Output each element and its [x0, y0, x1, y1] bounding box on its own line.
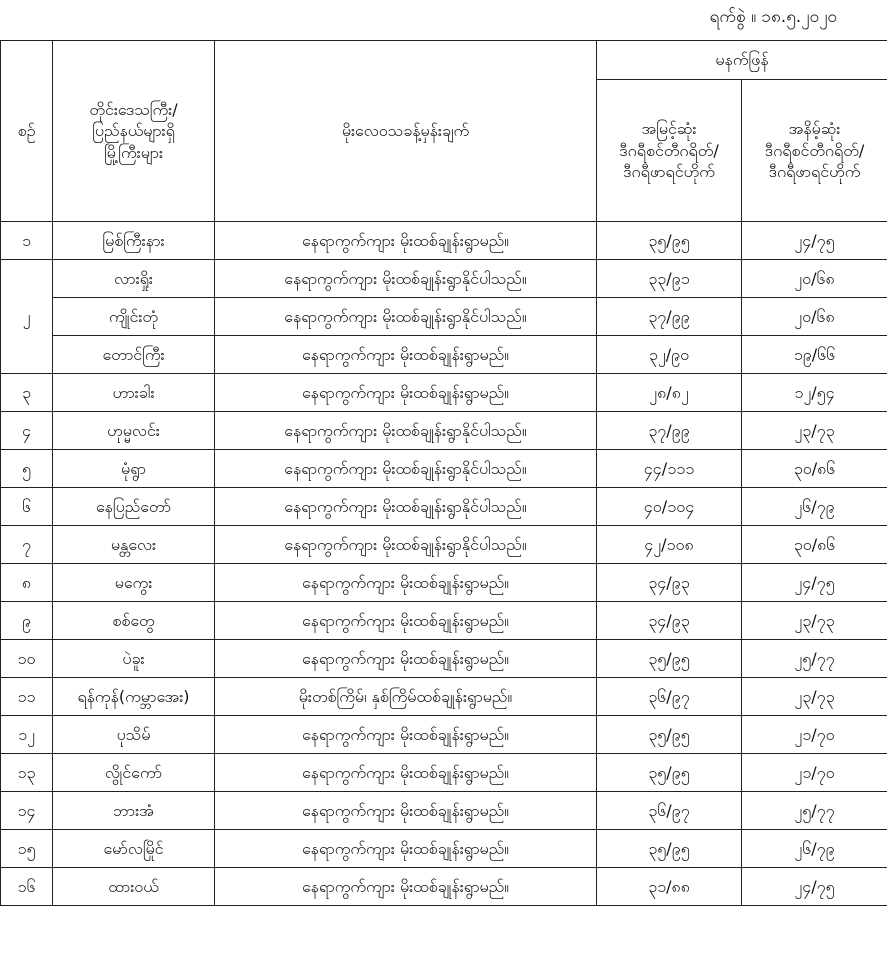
cell-min-temp: ၂၀/၆၈	[742, 298, 887, 336]
report-date: ရက်စွဲ ။ ၁၈.၅.၂၀၂၀	[709, 7, 837, 27]
cell-serial-no: ၁၅	[1, 830, 53, 868]
table-row	[1, 564, 887, 602]
cell-city: ပုသိမ်	[53, 716, 215, 754]
cell-serial-no: ၄	[1, 412, 53, 450]
cell-forecast: နေရာကွက်ကျား မိုးထစ်ချုန်းရွာမည်။	[215, 222, 597, 260]
cell-serial-no: ၁၄	[1, 792, 53, 830]
cell-city: ဟားခါး	[53, 374, 215, 412]
cell-forecast: နေရာကွက်ကျား မိုးထစ်ချုန်းရွာနိုင်ပါသည်။	[215, 298, 597, 336]
cell-city: ဘားအံ	[53, 792, 215, 830]
cell-serial-no: ၃	[1, 374, 53, 412]
cell-max-temp: ၃၂/၉၀	[597, 336, 742, 374]
cell-min-temp: ၂၄/၇၅	[742, 564, 887, 602]
cell-forecast: နေရာကွက်ကျား မိုးထစ်ချုန်းရွာမည်။	[215, 336, 597, 374]
cell-forecast: နေရာကွက်ကျား မိုးထစ်ချုန်းရွာမည်။	[215, 564, 597, 602]
cell-min-temp: ၁၉/၆၆	[742, 336, 887, 374]
cell-city: ထားဝယ်	[53, 868, 215, 906]
header-region-city: တိုင်းဒေသကြီး/ ပြည်နယ်များရှိ မြို့ကြီးများ	[53, 41, 215, 222]
cell-serial-no: ၆	[1, 488, 53, 526]
cell-min-temp: ၂၅/၇၇	[742, 792, 887, 830]
cell-city: မြစ်ကြီးနား	[53, 222, 215, 260]
table-row	[1, 526, 887, 564]
cell-max-temp: ၃၁/၈၈	[597, 868, 742, 906]
header-tomorrow: မနက်ဖြန်	[597, 41, 887, 80]
cell-min-temp: ၂၃/၇၃	[742, 602, 887, 640]
cell-city: တောင်ကြီး	[53, 336, 215, 374]
cell-serial-no: ၅	[1, 450, 53, 488]
table-row	[1, 298, 887, 336]
cell-min-temp: ၃၀/၈၆	[742, 526, 887, 564]
cell-max-temp: ၃၆/၉၇	[597, 678, 742, 716]
table-row	[1, 754, 887, 792]
cell-min-temp: ၁၂/၅၄	[742, 374, 887, 412]
cell-city: ကျိုင်းတုံ	[53, 298, 215, 336]
cell-serial-no: ၁၀	[1, 640, 53, 678]
cell-serial-no: ၁	[1, 222, 53, 260]
cell-min-temp: ၂၀/၆၈	[742, 260, 887, 298]
cell-forecast: နေရာကွက်ကျား မိုးထစ်ချုန်းရွာမည်။	[215, 716, 597, 754]
cell-min-temp: ၂၃/၇၃	[742, 412, 887, 450]
cell-city: ရန်ကုန်(ကမ္ဘာအေး)	[53, 678, 215, 716]
table-row	[1, 792, 887, 830]
cell-forecast: နေရာကွက်ကျား မိုးထစ်ချုန်းရွာနိုင်ပါသည်။	[215, 412, 597, 450]
cell-city: လားရှိုး	[53, 260, 215, 298]
cell-min-temp: ၂၁/၇၀	[742, 754, 887, 792]
table-row	[1, 450, 887, 488]
cell-min-temp: ၂၃/၇၃	[742, 678, 887, 716]
cell-max-temp: ၂၈/၈၂	[597, 374, 742, 412]
header-min-temp: အနိမ့်ဆုံး ဒီဂရီစင်တီဂရိတ်/ ဒီဂရီဖာရင်ဟိုက်	[742, 80, 887, 222]
cell-city: မကွေး	[53, 564, 215, 602]
cell-serial-no: ၁၃	[1, 754, 53, 792]
cell-max-temp: ၃၅/၉၅	[597, 716, 742, 754]
cell-forecast: နေရာကွက်ကျား မိုးထစ်ချုန်းရွာနိုင်ပါသည်။	[215, 260, 597, 298]
cell-serial-no: ၈	[1, 564, 53, 602]
cell-forecast: မိုးတစ်ကြိမ်၊ နှစ်ကြိမ်ထစ်ချုန်းရွာမည်။	[215, 678, 597, 716]
cell-serial-no: ၂	[1, 260, 53, 374]
cell-min-temp: ၂၆/၇၉	[742, 488, 887, 526]
table-row	[1, 868, 887, 906]
cell-forecast: နေရာကွက်ကျား မိုးထစ်ချုန်းရွာမည်။	[215, 640, 597, 678]
cell-city: ပဲခူး	[53, 640, 215, 678]
cell-max-temp: ၃၃/၉၁	[597, 260, 742, 298]
cell-min-temp: ၂၄/၇၅	[742, 222, 887, 260]
cell-max-temp: ၃၄/၉၃	[597, 564, 742, 602]
cell-forecast: နေရာကွက်ကျား မိုးထစ်ချုန်းရွာမည်။	[215, 374, 597, 412]
cell-max-temp: ၃၅/၉၅	[597, 754, 742, 792]
table-row	[1, 412, 887, 450]
cell-serial-no: ၉	[1, 602, 53, 640]
table-row	[1, 374, 887, 412]
cell-min-temp: ၃၀/၈၆	[742, 450, 887, 488]
cell-serial-no: ၇	[1, 526, 53, 564]
table-row	[1, 640, 887, 678]
cell-forecast: နေရာကွက်ကျား မိုးထစ်ချုန်းရွာမည်။	[215, 602, 597, 640]
table-row	[1, 602, 887, 640]
cell-forecast: နေရာကွက်ကျား မိုးထစ်ချုန်းရွာနိုင်ပါသည်။	[215, 526, 597, 564]
header-serial-no: စဉ်	[1, 41, 53, 222]
cell-max-temp: ၄၀/၁၀၄	[597, 488, 742, 526]
cell-min-temp: ၂၁/၇၀	[742, 716, 887, 754]
cell-city: လွိုင်ကော်	[53, 754, 215, 792]
cell-max-temp: ၃၄/၉၃	[597, 602, 742, 640]
weather-forecast-table	[0, 40, 887, 906]
cell-max-temp: ၃၇/၉၉	[597, 412, 742, 450]
cell-min-temp: ၂၅/၇၇	[742, 640, 887, 678]
cell-max-temp: ၃၇/၉၉	[597, 298, 742, 336]
cell-city: မုံရွာ	[53, 450, 215, 488]
cell-min-temp: ၂၆/၇၉	[742, 830, 887, 868]
cell-forecast: နေရာကွက်ကျား မိုးထစ်ချုန်းရွာနိုင်ပါသည်။	[215, 488, 597, 526]
cell-serial-no: ၁၆	[1, 868, 53, 906]
cell-city: ဟုမ္မလင်း	[53, 412, 215, 450]
cell-city: စစ်တွေ	[53, 602, 215, 640]
header-max-temp: အမြင့်ဆုံး ဒီဂရီစင်တီဂရိတ်/ ဒီဂရီဖာရင်ဟိုက်	[597, 80, 742, 222]
cell-forecast: နေရာကွက်ကျား မိုးထစ်ချုန်းရွာမည်။	[215, 754, 597, 792]
cell-serial-no: ၁၂	[1, 716, 53, 754]
table-row	[1, 678, 887, 716]
cell-forecast: နေရာကွက်ကျား မိုးထစ်ချုန်းရွာမည်။	[215, 830, 597, 868]
cell-city: မန္တလေး	[53, 526, 215, 564]
cell-max-temp: ၄၂/၁၀၈	[597, 526, 742, 564]
table-row	[1, 488, 887, 526]
cell-max-temp: ၃၅/၉၅	[597, 830, 742, 868]
table-row	[1, 830, 887, 868]
table-row	[1, 716, 887, 754]
cell-max-temp: ၄၄/၁၁၁	[597, 450, 742, 488]
header-forecast: မိုးလေဝသခန့်မှန်းချက်	[215, 41, 597, 222]
cell-max-temp: ၃၆/၉၇	[597, 792, 742, 830]
cell-max-temp: ၃၅/၉၅	[597, 640, 742, 678]
table-row	[1, 336, 887, 374]
cell-min-temp: ၂၄/၇၅	[742, 868, 887, 906]
cell-city: နေပြည်တော်	[53, 488, 215, 526]
cell-forecast: နေရာကွက်ကျား မိုးထစ်ချုန်းရွာမည်။	[215, 868, 597, 906]
table-row	[1, 222, 887, 260]
cell-serial-no: ၁၁	[1, 678, 53, 716]
cell-forecast: နေရာကွက်ကျား မိုးထစ်ချုန်းရွာနိုင်ပါသည်။	[215, 450, 597, 488]
cell-city: မော်လမြိုင်	[53, 830, 215, 868]
cell-forecast: နေရာကွက်ကျား မိုးထစ်ချုန်းရွာမည်။	[215, 792, 597, 830]
table-row	[1, 260, 887, 298]
cell-max-temp: ၃၅/၉၅	[597, 222, 742, 260]
